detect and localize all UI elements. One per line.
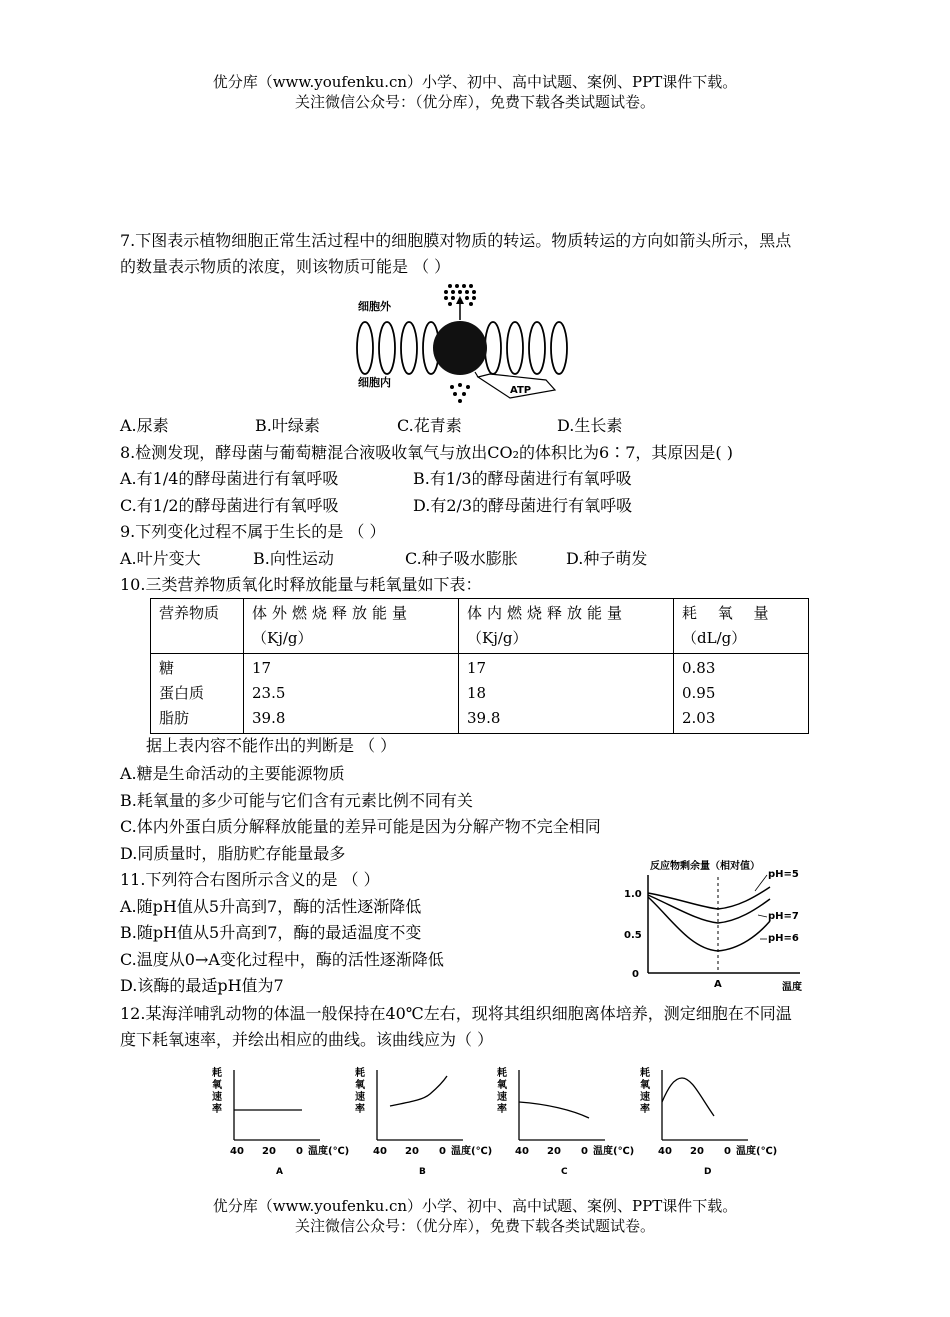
q10-stem: 10.三类营养物质氧化时释放能量与耗氧量如下表： bbox=[120, 575, 482, 594]
xmark-a: A bbox=[714, 979, 722, 990]
label-outside: 细胞外 bbox=[358, 300, 391, 313]
legend-ph6: pH=6 bbox=[768, 933, 799, 944]
atp-label: ATP bbox=[510, 385, 532, 396]
svg-text:40: 40 bbox=[373, 1146, 387, 1157]
svg-text:耗: 耗 bbox=[497, 1068, 507, 1079]
q7-stem-2: 的数量表示物质的浓度，则该物质可能是 （ ） bbox=[120, 257, 451, 276]
enzyme-ph-chart bbox=[620, 855, 820, 995]
svg-text:耗: 耗 bbox=[212, 1068, 222, 1079]
q8-stem: 8.检测发现，酵母菌与葡萄糖混合液吸收氧气与放出CO₂的体积比为6∶7，其原因是( ) bbox=[120, 443, 733, 462]
graph-a bbox=[212, 1066, 349, 1177]
table-header-cell: 营养物质 bbox=[151, 599, 244, 654]
table-header-cell: 体外燃烧释放能量 （Kj/g） bbox=[244, 599, 459, 654]
graph-c bbox=[497, 1066, 634, 1177]
series-ph7 bbox=[648, 895, 770, 923]
table-cell: 17 18 39.8 bbox=[459, 654, 674, 734]
footer-line-1: 优分库（www.youfenku.cn）小学、初中、高中试题、案例、PPT课件下载。 bbox=[212, 1197, 738, 1215]
svg-text:速: 速 bbox=[640, 1092, 650, 1103]
series-ph6 bbox=[648, 897, 770, 951]
svg-text:B: B bbox=[419, 1167, 426, 1177]
svg-text:耗: 耗 bbox=[355, 1068, 365, 1079]
table-cell: 糖 蛋白质 脂肪 bbox=[151, 654, 244, 734]
series-ph5 bbox=[648, 887, 770, 909]
svg-text:C: C bbox=[561, 1167, 568, 1177]
q11-stem: 11.下列符合右图所示含义的是 （ ） bbox=[120, 870, 380, 889]
svg-text:20: 20 bbox=[547, 1146, 561, 1157]
table-row bbox=[151, 654, 809, 734]
svg-text:氧: 氧 bbox=[497, 1080, 507, 1091]
table-header-row bbox=[151, 599, 809, 654]
svg-text:40: 40 bbox=[658, 1146, 672, 1157]
nutrient-table bbox=[150, 598, 809, 734]
svg-text:温度(℃): 温度(℃) bbox=[451, 1146, 493, 1157]
q7-option-a[interactable]: A.尿素 bbox=[120, 416, 169, 435]
svg-text:耗: 耗 bbox=[640, 1068, 650, 1079]
svg-text:0: 0 bbox=[296, 1146, 303, 1157]
svg-text:率: 率 bbox=[640, 1104, 650, 1115]
q10-option-b[interactable]: B.耗氧量的多少可能与它们含有元素比例不同有关 bbox=[120, 791, 473, 810]
svg-text:温度(℃): 温度(℃) bbox=[308, 1146, 350, 1157]
graph-b bbox=[355, 1066, 492, 1177]
q11-option-b[interactable]: B.随pH值从5升高到7，酶的最适温度不变 bbox=[120, 923, 422, 942]
q11-option-c[interactable]: C.温度从0→A变化过程中，酶的活性逐渐降低 bbox=[120, 950, 444, 969]
chart-xlabel: 温度 bbox=[782, 982, 802, 993]
svg-text:速: 速 bbox=[212, 1092, 222, 1103]
svg-text:0: 0 bbox=[581, 1146, 588, 1157]
header-line-1: 优分库（www.youfenku.cn）小学、初中、高中试题、案例、PPT课件下载。 bbox=[212, 73, 738, 91]
table-header-cell: 体内燃烧释放能量 （Kj/g） bbox=[459, 599, 674, 654]
curve-b bbox=[390, 1076, 447, 1106]
header-line-2: 关注微信公众号：（优分库），免费下载各类试题试卷。 bbox=[294, 93, 655, 111]
q10-option-a[interactable]: A.糖是生命活动的主要能源物质 bbox=[120, 764, 345, 783]
chart-ylabel: 反应物剩余量（相对值） bbox=[650, 861, 760, 872]
q9-stem: 9.下列变化过程不属于生长的是 （ ） bbox=[120, 522, 386, 541]
legend-ph7: pH=7 bbox=[768, 911, 799, 922]
q10-after: 据上表内容不能作出的判断是 （ ） bbox=[146, 736, 397, 755]
legend-ph5: pH=5 bbox=[768, 869, 799, 880]
svg-text:率: 率 bbox=[355, 1104, 365, 1115]
q11-option-a[interactable]: A.随pH值从5升高到7，酶的活性逐渐降低 bbox=[120, 897, 422, 916]
q12-stem-2: 度下耗氧速率，并绘出相应的曲线。该曲线应为（ ） bbox=[120, 1030, 494, 1049]
svg-text:速: 速 bbox=[355, 1092, 365, 1103]
q10-option-d[interactable]: D.同质量时，脂肪贮存能量最多 bbox=[120, 844, 346, 863]
footer-line-2: 关注微信公众号：（优分库），免费下载各类试题试卷。 bbox=[294, 1217, 655, 1235]
q11-option-d[interactable]: D.该酶的最适pH值为7 bbox=[120, 976, 284, 995]
q8-option-b[interactable]: B.有1/3的酵母菌进行有氧呼吸 bbox=[413, 469, 632, 488]
membrane-transport-figure bbox=[350, 282, 600, 407]
q7-option-d[interactable]: D.生长素 bbox=[557, 416, 623, 435]
svg-text:20: 20 bbox=[405, 1146, 419, 1157]
svg-text:氧: 氧 bbox=[212, 1080, 222, 1091]
q9-option-c[interactable]: C.种子吸水膨胀 bbox=[405, 549, 518, 568]
q10-option-c[interactable]: C.体内外蛋白质分解释放能量的差异可能是因为分解产物不完全相同 bbox=[120, 817, 601, 836]
ytick-0: 0 bbox=[632, 969, 639, 980]
svg-text:温度(℃): 温度(℃) bbox=[593, 1146, 635, 1157]
svg-text:40: 40 bbox=[230, 1146, 244, 1157]
label-inside: 细胞内 bbox=[358, 376, 391, 389]
carrier-protein bbox=[433, 321, 487, 375]
arrow-head-icon bbox=[456, 296, 464, 304]
svg-text:氧: 氧 bbox=[640, 1080, 650, 1091]
svg-text:20: 20 bbox=[690, 1146, 704, 1157]
svg-text:0: 0 bbox=[724, 1146, 731, 1157]
q7-option-b[interactable]: B.叶绿素 bbox=[255, 416, 320, 435]
particles-inside bbox=[450, 383, 470, 403]
q7-stem-1: 7.下图表示植物细胞正常生活过程中的细胞膜对物质的转运。物质转运的方向如箭头所示，黑点 bbox=[120, 231, 792, 250]
curve-c bbox=[519, 1102, 589, 1118]
q12-stem-1: 12.某海洋哺乳动物的体温一般保持在40℃左右，现将其组织细胞离体培养，测定细胞在不同温 bbox=[120, 1004, 792, 1023]
svg-text:40: 40 bbox=[515, 1146, 529, 1157]
svg-text:率: 率 bbox=[212, 1104, 222, 1115]
table-cell: 0.83 0.95 2.03 bbox=[674, 654, 809, 734]
svg-text:氧: 氧 bbox=[355, 1080, 365, 1091]
table-cell: 17 23.5 39.8 bbox=[244, 654, 459, 734]
q8-option-c[interactable]: C.有1/2的酵母菌进行有氧呼吸 bbox=[120, 496, 339, 515]
ytick-05: 0.5 bbox=[624, 930, 642, 941]
ytick-1: 1.0 bbox=[624, 889, 642, 900]
q7-option-c[interactable]: C.花青素 bbox=[397, 416, 462, 435]
q8-option-a[interactable]: A.有1/4的酵母菌进行有氧呼吸 bbox=[120, 469, 339, 488]
svg-text:0: 0 bbox=[439, 1146, 446, 1157]
svg-text:D: D bbox=[704, 1167, 712, 1177]
q9-option-a[interactable]: A.叶片变大 bbox=[120, 549, 201, 568]
q9-option-d[interactable]: D.种子萌发 bbox=[566, 549, 648, 568]
table-header-cell: 耗 氧 量 （dL/g） bbox=[674, 599, 809, 654]
q8-option-d[interactable]: D.有2/3的酵母菌进行有氧呼吸 bbox=[413, 496, 633, 515]
curve-d bbox=[662, 1078, 714, 1116]
svg-text:A: A bbox=[276, 1167, 283, 1177]
svg-text:20: 20 bbox=[262, 1146, 276, 1157]
svg-text:率: 率 bbox=[497, 1104, 507, 1115]
svg-text:速: 速 bbox=[497, 1092, 507, 1103]
svg-text:温度(℃): 温度(℃) bbox=[736, 1146, 778, 1157]
q12-graphs bbox=[212, 1060, 792, 1180]
graph-d bbox=[640, 1066, 777, 1177]
q9-option-b[interactable]: B.向性运动 bbox=[253, 549, 334, 568]
